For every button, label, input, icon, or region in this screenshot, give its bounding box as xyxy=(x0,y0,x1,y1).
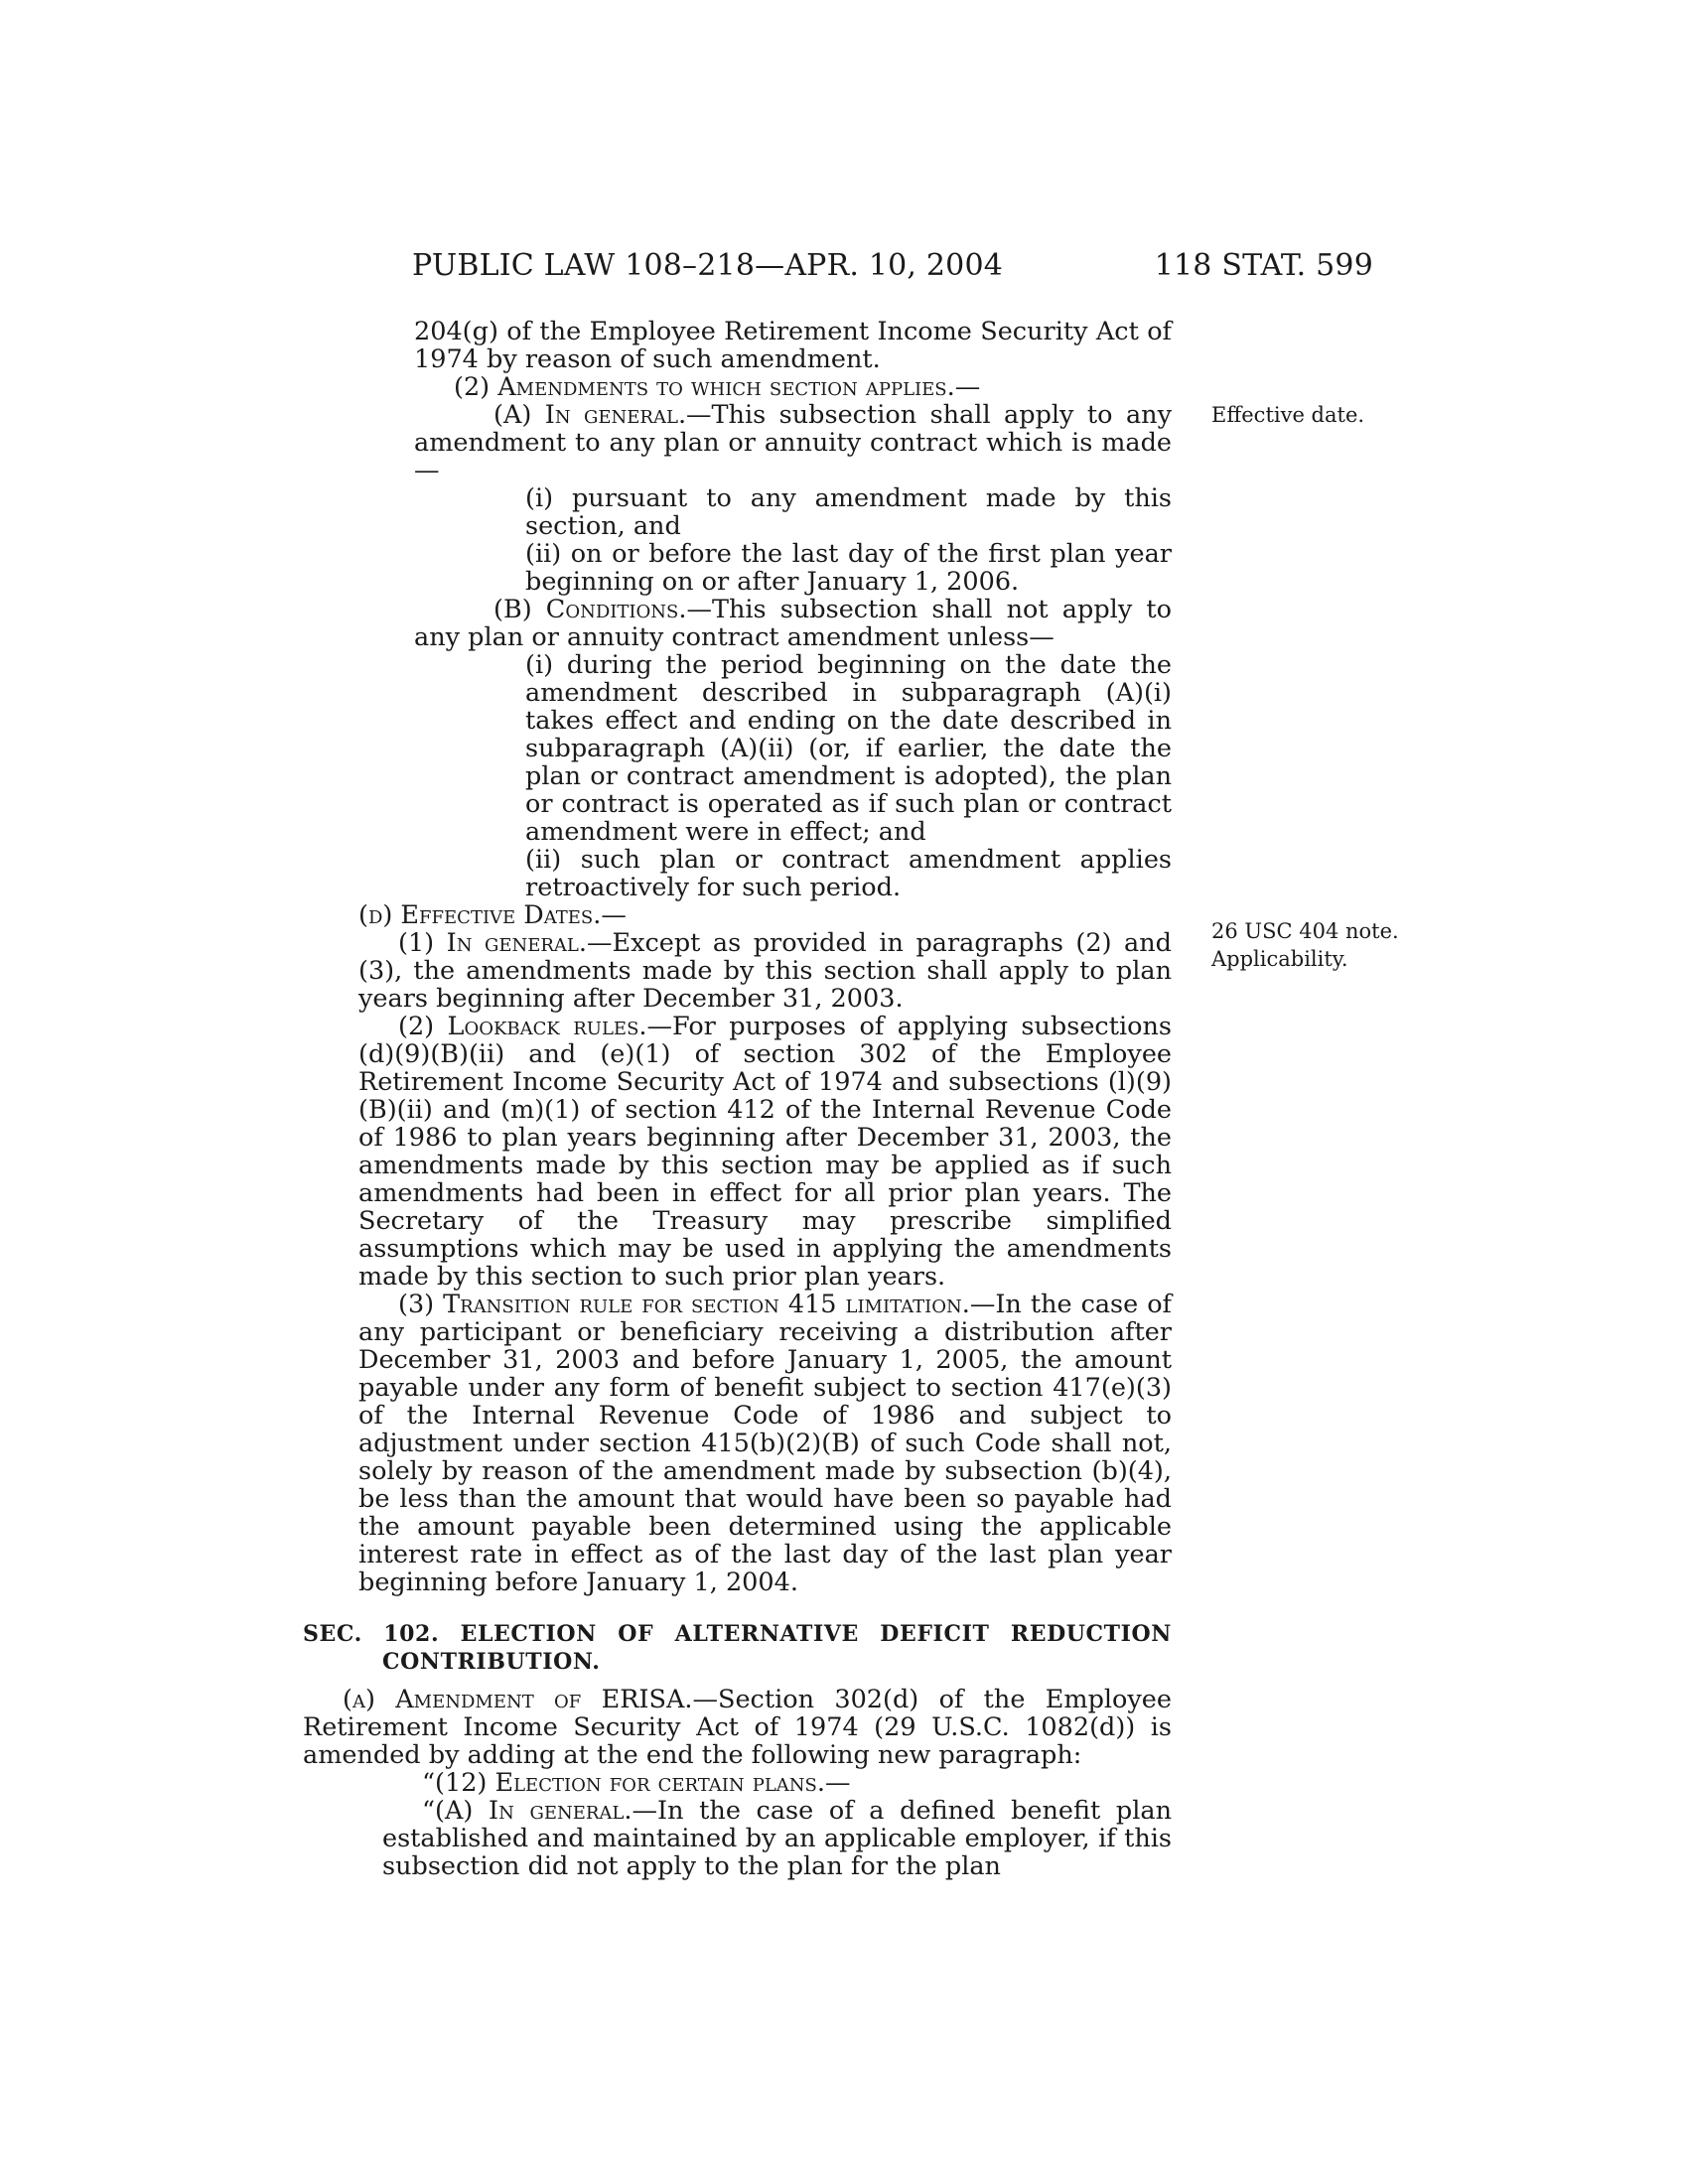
section-102-heading: SEC. 102. ELECTION OF ALTERNATIVE DEFICIT REDUCTION CONTRIBUTION. xyxy=(303,1621,1172,1675)
clause-2Ai: (i) pursuant to any amendment made by this section, and xyxy=(525,483,1172,541)
subparagraph-2A xyxy=(414,401,1172,484)
stat-page-number: 118 STAT. 599 xyxy=(1154,248,1373,283)
quoted-subparagraph-A-text: —In the case of a defined benefit plan established and maintained by an applicable employer, if this subsection did not apply to the plan for the plan xyxy=(382,1796,1173,1881)
margin-note-effective-date: Effective date. xyxy=(1211,403,1365,427)
paragraph-d3-lead: (3) Transition rule for section 415 limitation. xyxy=(398,1290,970,1319)
paragraph-2-heading-text: (2) Amendments to which section applies.— xyxy=(454,372,981,402)
quoted-subparagraph-A-lead: “(A) In general. xyxy=(422,1796,633,1826)
paragraph-d1-text: —Except as provided in paragraphs (2) and (3), the amendments made by this section shall apply to plan years beginning after December 31, 2003. xyxy=(358,928,1172,1014)
paragraph-2-heading xyxy=(414,373,1172,401)
running-head xyxy=(412,248,1373,288)
paragraph-d3 xyxy=(358,1291,1172,1596)
body-text xyxy=(303,318,1172,1880)
subparagraph-2B-text: —This subsection shall not apply to any plan or annuity contract amendment unless— xyxy=(414,595,1172,652)
subsection-d-heading-text: (d) Effective Dates.— xyxy=(358,900,627,930)
subparagraph-2A-text: —This subsection shall apply to any amendment to any plan or annuity contract which is made— xyxy=(414,400,1172,485)
margin-note-usc: 26 USC 404 note. xyxy=(1211,919,1399,943)
margin-note-applicability: Applicability. xyxy=(1211,947,1348,971)
subsection-a xyxy=(303,1686,1172,1769)
paragraph-d2-lead: (2) Lookback rules. xyxy=(398,1012,647,1041)
quoted-paragraph-12-heading xyxy=(382,1769,1172,1797)
subparagraph-2B-lead: (B) Conditions. xyxy=(493,595,687,624)
subsection-d-heading xyxy=(358,901,1172,929)
subparagraph-2B xyxy=(414,596,1172,651)
paragraph-d2-text: —For purposes of applying subsections (d)(9)(B)(ii) and (e)(1) of section 302 of the Employee Retirement Income Security Act of 1974 and subsections (l)(9)(B)(ii) and (m)(1) of section 412 of the Internal Revenue Code of 1986 to plan years beginning after December 31, 2003, the amendments made by this section may be applied as if such amendments had been in effect for all prior plan years. The Secretary of the Treasury may prescribe simplified assumptions which may be used in applying the amendments made by this section to such prior plan years. xyxy=(358,1012,1172,1292)
quoted-subparagraph-A xyxy=(382,1797,1172,1880)
continuation-paragraph: 204(g) of the Employee Retirement Income Security Act of 1974 by reason of such amendment. xyxy=(414,317,1172,374)
clause-2Aii: (ii) on or before the last day of the first plan year beginning on or after January 1, 2006. xyxy=(525,539,1172,597)
paragraph-d1-lead: (1) In general. xyxy=(398,928,587,958)
paragraph-d1 xyxy=(358,929,1172,1013)
subparagraph-2A-lead: (A) In general. xyxy=(493,400,687,430)
clause-2Bii: (ii) such plan or contract amendment applies retroactively for such period. xyxy=(525,845,1172,902)
clause-2Bi: (i) during the period beginning on the date the amendment described in subparagraph (A)(i) takes effect and ending on the date described in subparagraph (A)(ii) (or, if earlier, the date the plan or contract amendment is adopted), the plan or contract is operated as if such plan or contract amendment were in effect; and xyxy=(525,650,1172,847)
public-law-title: PUBLIC LAW 108–218—APR. 10, 2004 xyxy=(412,248,1004,283)
paragraph-d2 xyxy=(358,1013,1172,1291)
quoted-paragraph-12-heading-text: “(12) Election for certain plans.— xyxy=(422,1768,851,1798)
paragraph-d3-text: —In the case of any participant or beneficiary receiving a distribution after December 31, 2003 and before January 1, 2005, the amount payable under any form of benefit subject to section 417(e)(3) of the Internal Revenue Code of 1986 and subject to adjustment under section 415(b)(2)(B) of such Code shall not, solely by reason of the amendment made by subsection (b)(4), be less than the amount that would have been so payable had the amount payable been determined using the applicable interest rate in effect as of the last day of the last plan year beginning before January 1, 2004. xyxy=(358,1290,1172,1597)
subsection-a-lead: (a) Amendment of ERISA. xyxy=(343,1685,693,1714)
subsection-a-text: —Section 302(d) of the Employee Retirement Income Security Act of 1974 (29 U.S.C. 1082(d)) is amended by adding at the end the following new paragraph: xyxy=(303,1685,1172,1770)
